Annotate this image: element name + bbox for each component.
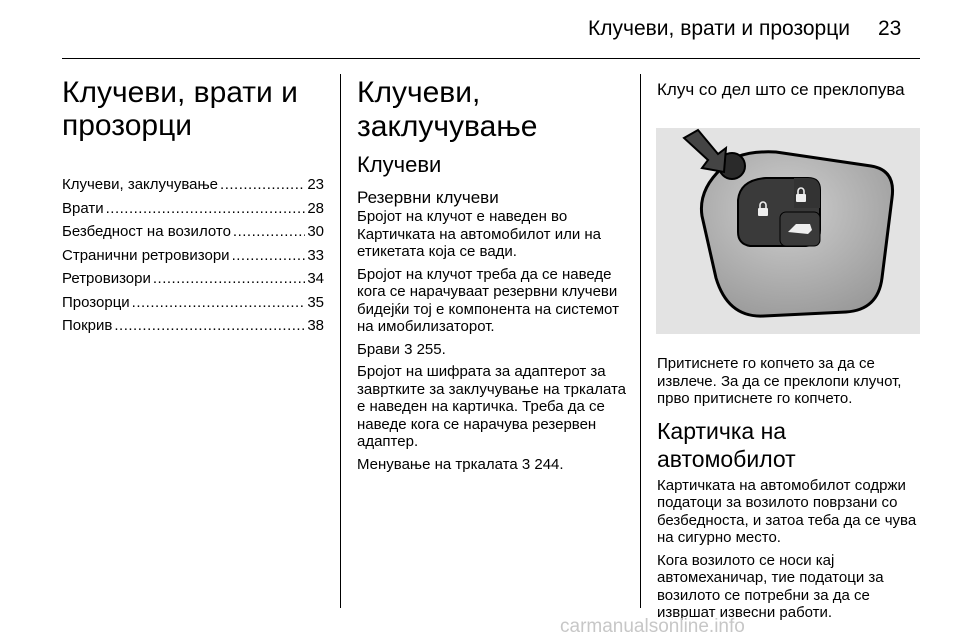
column-divider: [340, 74, 341, 608]
toc-leader-dots: [220, 176, 305, 193]
table-of-contents: [62, 176, 324, 341]
arrow-icon: [522, 456, 530, 473]
toc-entry-label: Покрив: [62, 317, 113, 334]
toc-entry-label: Клучеви, заклучување: [62, 176, 219, 193]
toc-entry[interactable]: [62, 294, 324, 318]
cross-reference: [357, 456, 632, 474]
watermark: carmanualsonline.info: [560, 616, 745, 637]
toc-entry-page: 30: [307, 223, 324, 240]
reference-arrow-glyph: 3: [521, 455, 531, 473]
toc-leader-dots: [106, 200, 306, 217]
toc-entry-label: Прозорци: [62, 293, 130, 311]
reference-text: Брави: [357, 340, 400, 358]
reference-arrow-glyph: 3: [404, 340, 413, 358]
toc-entry-label: Врати: [62, 199, 104, 217]
toc-entry[interactable]: [62, 200, 324, 224]
toc-entry-page: 34: [307, 270, 324, 287]
toc-entry[interactable]: [62, 270, 324, 294]
header-rule: [62, 58, 920, 59]
paragraph: Бројот на клучот е наведен во Картичката на автомобилот или на етикетата која се вади.: [357, 208, 601, 260]
toc-entry[interactable]: [62, 317, 324, 341]
reference-page[interactable]: 244.: [534, 455, 564, 473]
folding-key-illustration: [656, 128, 920, 334]
folding-key-heading: Клуч со дел што се преклопува: [657, 80, 905, 99]
arrow-icon: [404, 341, 412, 358]
toc-entry-page: 33: [307, 246, 324, 264]
toc-entry[interactable]: [62, 223, 324, 247]
toc-leader-dots: [153, 270, 305, 287]
paragraph: Притиснете го копчето за да се извлече. За да се преклопи клучот, прво притиснете го копчето.: [657, 355, 902, 407]
spare-keys-heading: Резервни клучеви: [357, 188, 499, 207]
paragraph: Бројот на шифрата за адаптерот за завртките за заклучување на тркалата е наведен на картичка. Треба да се наведе кога се нарачува резервен адаптер.: [357, 363, 627, 450]
middle-column: [357, 76, 632, 478]
key-fob-icon: [656, 128, 920, 334]
toc-entry-label: Странични ретровизори: [62, 246, 230, 264]
toc-leader-dots: [114, 317, 305, 334]
vehicle-card-heading: Картичка на автомобилот: [657, 417, 796, 472]
toc-entry-page: 35: [307, 293, 324, 311]
toc-leader-dots: [132, 294, 306, 311]
toc-entry-label: Безбедност на возилото: [62, 223, 231, 240]
running-header-title: Клучеви, врати и прозорци: [588, 17, 850, 40]
cross-reference: [357, 341, 632, 359]
toc-leader-dots: [232, 247, 306, 264]
reference-text: Менување на тркалата: [357, 455, 518, 473]
paragraph: Бројот на клучот треба да се наведе кога се нарачуваат резервни клучеви бидејќи тој е компонента на системот на имобилизаторот.: [357, 265, 619, 335]
reference-page[interactable]: 255.: [416, 340, 446, 358]
section-heading: Клучеви, заклучување: [357, 76, 538, 143]
subsection-heading: Клучеви: [357, 152, 442, 177]
page-number: 23: [878, 17, 902, 40]
right-column: [657, 355, 927, 627]
toc-entry-page: 23: [307, 176, 324, 193]
toc-entry-page: 28: [307, 199, 324, 217]
paragraph: Кога возилото се носи кај автомеханичар, тие податоци за возилото се потребни за да се извршат извесни работи.: [657, 551, 884, 621]
toc-entry[interactable]: [62, 176, 324, 200]
chapter-title: Клучеви, врати и прозорци: [62, 76, 298, 142]
paragraph: Картичката на автомобилот содржи податоци за возилото поврзани со безбедноста, и затоа теба да се чува на сигурно место.: [657, 476, 917, 546]
toc-entry-label: Ретровизори: [62, 270, 151, 287]
toc-leader-dots: [233, 223, 305, 240]
column-divider: [640, 74, 641, 608]
toc-entry-page: 38: [307, 317, 324, 334]
toc-entry[interactable]: [62, 247, 324, 271]
